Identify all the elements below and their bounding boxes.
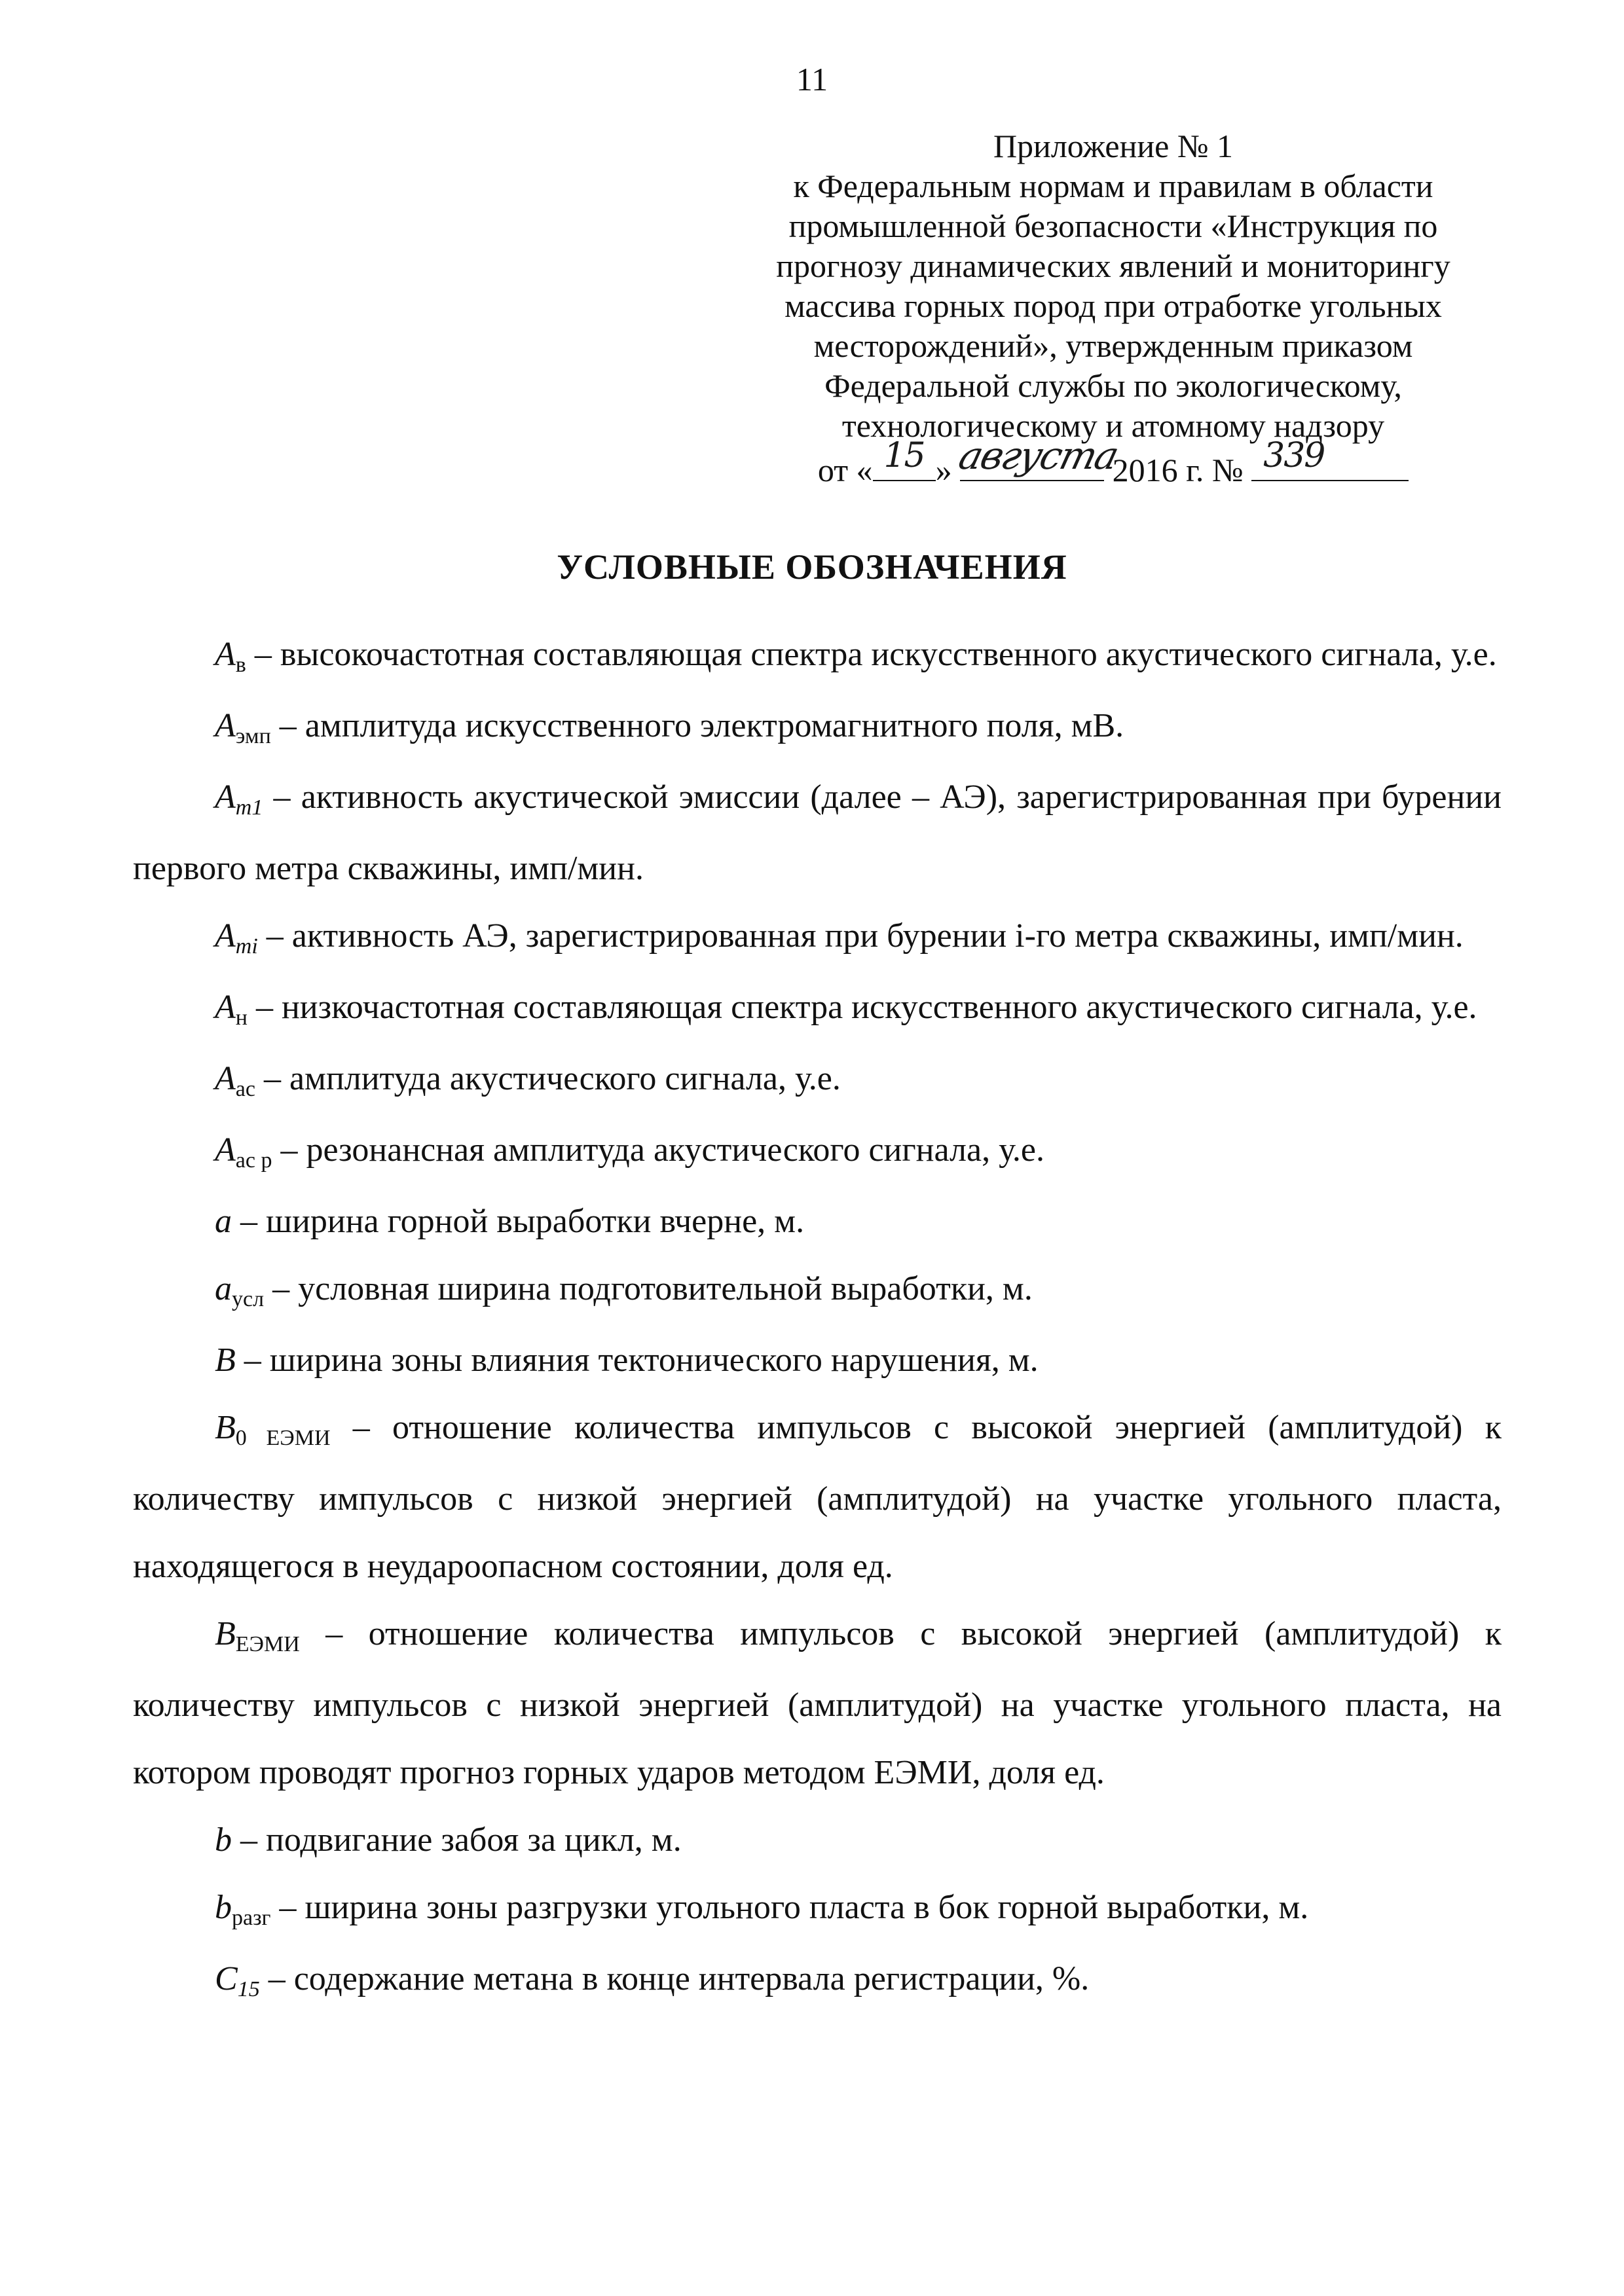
definition-item bbox=[133, 1945, 1502, 2016]
definition-item bbox=[133, 1806, 1502, 1874]
definition-symbol: A bbox=[215, 989, 236, 1026]
definition-symbol: A bbox=[215, 1060, 236, 1097]
definition-item bbox=[133, 763, 1502, 902]
handwritten-month: августа bbox=[954, 433, 1123, 478]
definition-symbol: b bbox=[215, 1889, 232, 1926]
definition-text: – амплитуда акустического сигнала, у.е. bbox=[255, 1060, 841, 1097]
definition-item bbox=[133, 1255, 1502, 1326]
definition-subscript: 15 bbox=[237, 1977, 260, 2001]
appendix-line: к Федеральным нормам и правилам в области bbox=[793, 168, 1433, 204]
definition-text: – активность АЭ, зарегистрированная при бурении i-го метра скважины, имп/мин. bbox=[257, 917, 1464, 955]
definition-text: – содержание метана в конце интервала регистрации, %. bbox=[259, 1960, 1090, 1997]
definition-subscript: ас р bbox=[235, 1148, 272, 1173]
handwritten-day: 15 bbox=[883, 436, 925, 475]
definition-text: – условная ширина подготовительной выработки, м. bbox=[264, 1270, 1033, 1307]
definition-symbol: a bbox=[215, 1203, 232, 1240]
definition-item bbox=[133, 1394, 1502, 1600]
definition-item bbox=[133, 1045, 1502, 1116]
page-title: УСЛОВНЫЕ ОБОЗНАЧЕНИЯ bbox=[557, 547, 1067, 587]
definition-subscript: ас bbox=[235, 1077, 255, 1101]
definition-subscript: эмп bbox=[235, 724, 271, 748]
definition-text: – ширина зоны разгрузки угольного пласта в бок горной выработки, м. bbox=[270, 1889, 1309, 1926]
definition-item bbox=[133, 1874, 1502, 1945]
definition-text: – резонансная амплитуда акустического сигнала, у.е. bbox=[272, 1131, 1044, 1169]
definition-text: – ширина горной выработки вчерне, м. bbox=[232, 1203, 805, 1240]
definition-subscript: разг bbox=[232, 1906, 271, 1930]
definition-symbol: a bbox=[215, 1270, 232, 1307]
appendix-line: Федеральной службы по экологическому, bbox=[824, 367, 1402, 404]
page-number: 11 bbox=[796, 61, 828, 98]
definitions-list bbox=[133, 621, 1502, 2016]
definition-symbol: b bbox=[215, 1821, 232, 1859]
date-year: 2016 г. № bbox=[1112, 452, 1244, 488]
definition-subscript: 0 ЕЭМИ bbox=[235, 1426, 331, 1450]
definition-text: – высокочастотная составляющая спектра искусственного акустического сигнала, у.е. bbox=[246, 636, 1497, 673]
definition-symbol: A bbox=[215, 1131, 236, 1169]
appendix-header bbox=[707, 126, 1519, 490]
number-blank bbox=[1251, 436, 1409, 481]
definition-symbol: C bbox=[215, 1960, 238, 1997]
day-blank bbox=[873, 436, 936, 481]
definition-item bbox=[133, 621, 1502, 692]
definition-symbol: A bbox=[215, 707, 236, 744]
definition-subscript: усл bbox=[232, 1287, 265, 1311]
definition-text: – ширина зоны влияния тектонического нарушения, м. bbox=[235, 1341, 1039, 1379]
appendix-line: массива горных пород при отработке угольных bbox=[784, 287, 1442, 324]
definition-item bbox=[133, 1188, 1502, 1255]
definition-text: – подвигание забоя за цикл, м. bbox=[232, 1821, 682, 1859]
definition-subscript: н bbox=[235, 1006, 248, 1030]
definition-text: – активность акустической эмиссии (далее – АЭ), зарегистрированная при бурении первого метра скважины, имп/мин. bbox=[133, 778, 1502, 887]
definition-item bbox=[133, 1326, 1502, 1394]
definition-subscript: m1 bbox=[235, 795, 263, 820]
definition-text: – отношение количества импульсов с высокой энергией (амплитудой) к количеству импульсов с низкой энергией (амплитудой) на участке угольного пласта, находящегося в неудароопасном состоянии, доля ед. bbox=[133, 1409, 1502, 1585]
definition-text: – амплитуда искусственного электромагнитного поля, мВ. bbox=[270, 707, 1124, 744]
appendix-line: прогнозу динамических явлений и мониторингу bbox=[776, 247, 1450, 284]
definition-subscript: ЕЭМИ bbox=[235, 1632, 300, 1656]
definition-item bbox=[133, 1116, 1502, 1188]
appendix-line: месторождений», утвержденным приказом bbox=[813, 327, 1413, 364]
definition-text: – низкочастотная составляющая спектра искусственного акустического сигнала, у.е. bbox=[247, 989, 1477, 1026]
definition-symbol: B bbox=[215, 1615, 236, 1652]
definition-text: – отношение количества импульсов с высокой энергией (амплитудой) к количеству импульсов с низкой энергией (амплитудой) на участке угольного пласта, на котором проводят прогноз горных ударов методом ЕЭМИ, доля ед. bbox=[133, 1615, 1502, 1791]
definition-symbol: A bbox=[215, 917, 236, 955]
definition-subscript: mi bbox=[235, 934, 258, 958]
date-mid: » bbox=[935, 452, 952, 488]
appendix-line: технологическому и атомному надзору bbox=[841, 407, 1385, 444]
definition-subscript: в bbox=[235, 653, 246, 677]
month-blank bbox=[954, 433, 1123, 481]
definition-item bbox=[133, 974, 1502, 1045]
appendix-line: Приложение № 1 bbox=[993, 128, 1234, 164]
definition-item bbox=[133, 1600, 1502, 1806]
definition-symbol: B bbox=[215, 1341, 236, 1379]
appendix-line: промышленной безопасности «Инструкция по bbox=[788, 208, 1438, 244]
definition-symbol: A bbox=[215, 636, 236, 673]
definition-item bbox=[133, 692, 1502, 763]
date-prefix: от « bbox=[817, 452, 873, 488]
definition-item bbox=[133, 902, 1502, 974]
definition-symbol: B bbox=[215, 1409, 236, 1446]
definition-symbol: A bbox=[215, 778, 236, 816]
order-date-line bbox=[707, 433, 1519, 490]
handwritten-number: 339 bbox=[1263, 436, 1325, 475]
